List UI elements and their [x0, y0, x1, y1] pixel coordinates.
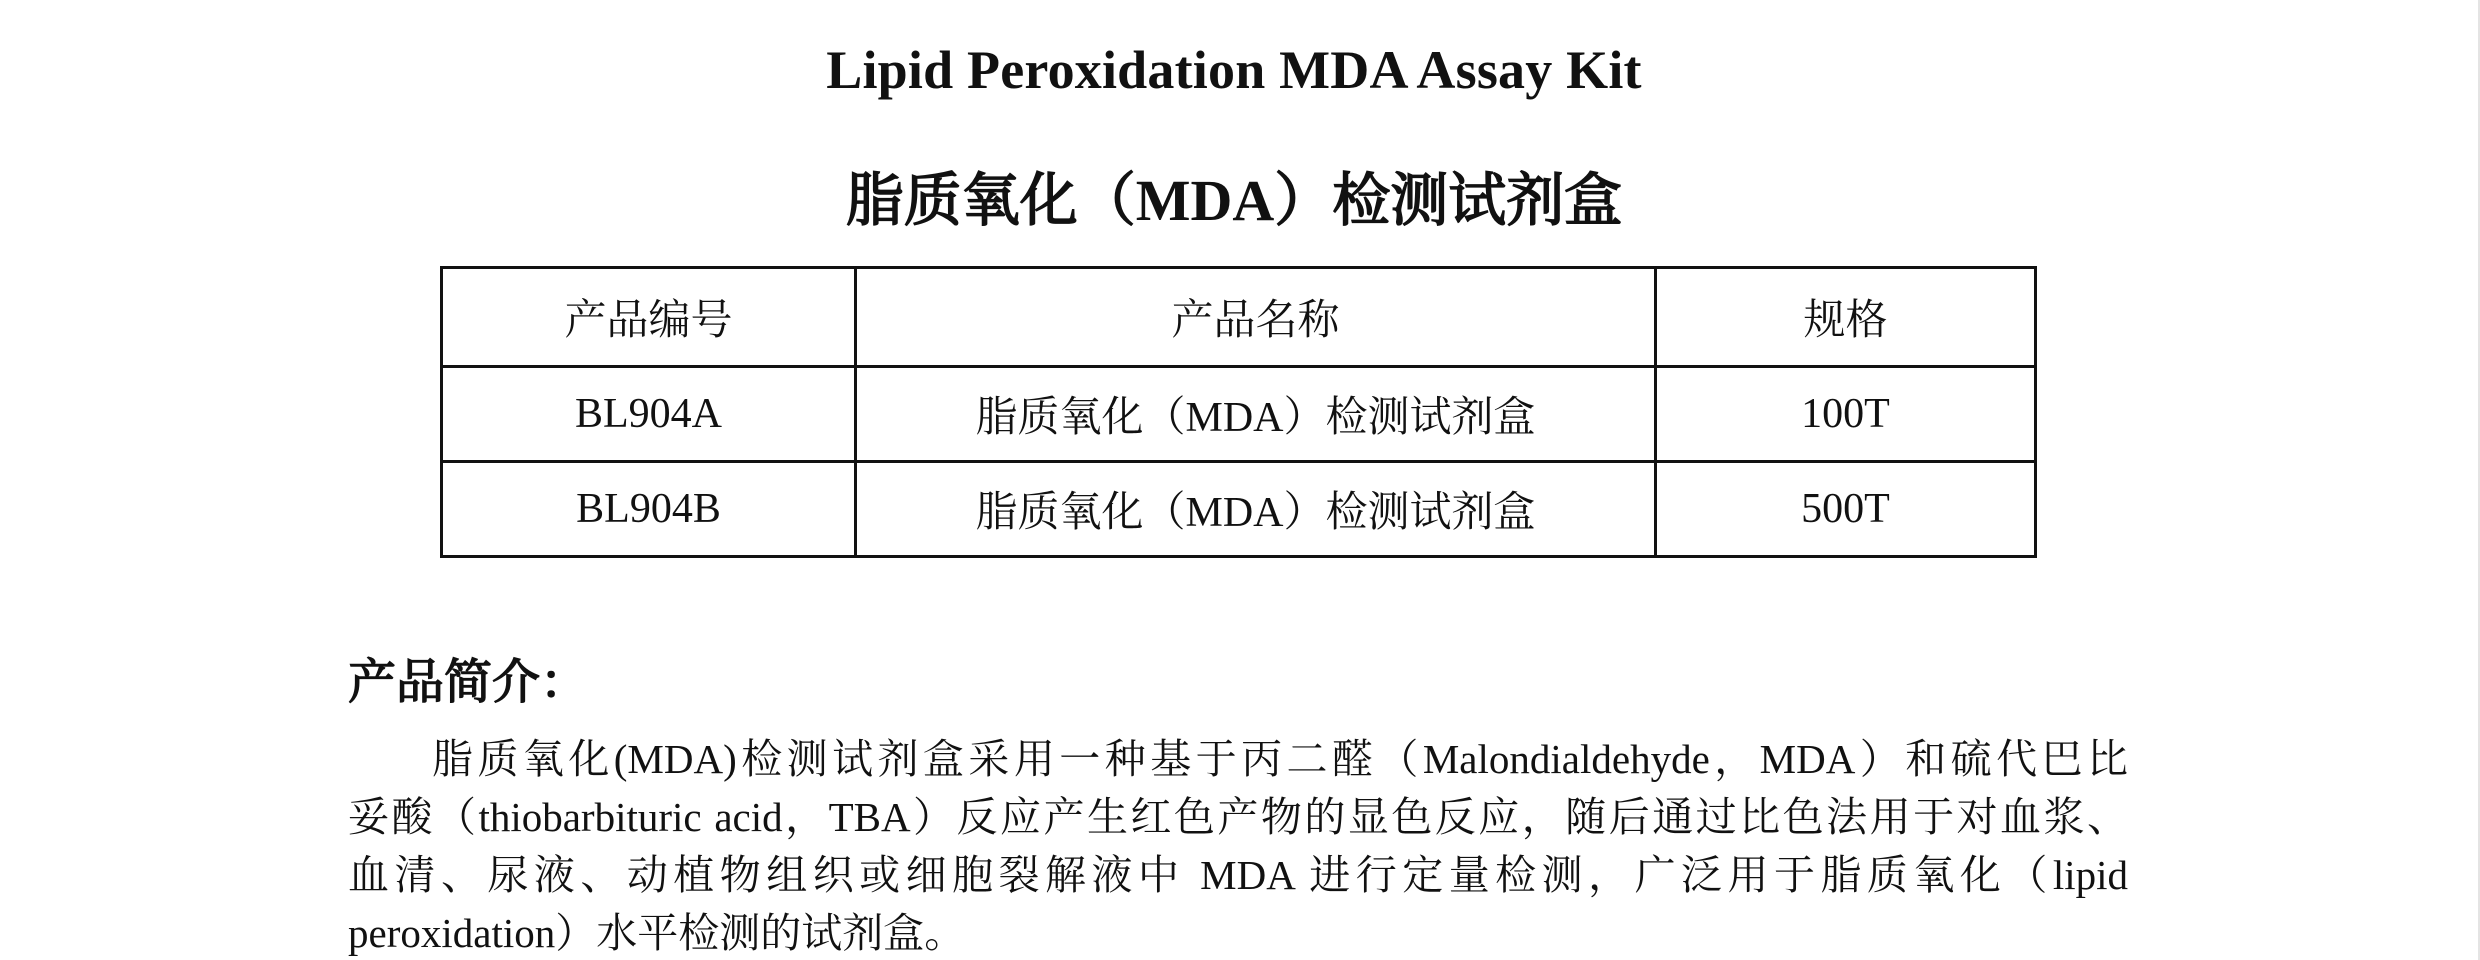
cell-product-name: 脂质氧化（MDA）检测试剂盒	[856, 367, 1656, 462]
product-intro-paragraph	[348, 730, 2128, 960]
paragraph-line: 血清、尿液、动植物组织或细胞裂解液中 MDA 进行定量检测，广泛用于脂质氧化（lipid	[348, 852, 2128, 898]
document-title-chinese: 脂质氧化（MDA）检测试剂盒	[845, 168, 1623, 233]
cell-specification: 100T	[1656, 367, 2036, 462]
paragraph-line: peroxidation）水平检测的试剂盒。	[348, 910, 966, 956]
cell-product-name: 脂质氧化（MDA）检测试剂盒	[856, 462, 1656, 557]
header-specification: 规格	[1656, 268, 2036, 367]
paragraph-line: 妥酸（thiobarbituric acid，TBA）反应产生红色产物的显色反应，随后通过比色法用于对血浆、	[348, 794, 2128, 840]
section-heading-product-intro: 产品简介：	[348, 656, 589, 709]
table-row	[442, 462, 2036, 557]
document-title-english: Lipid Peroxidation MDA Assay Kit	[826, 40, 1642, 100]
table-row	[442, 367, 2036, 462]
cell-product-code: BL904B	[442, 462, 856, 557]
product-table	[440, 266, 2037, 558]
paragraph-line: 脂质氧化(MDA)检测试剂盒采用一种基于丙二醛（Malondialdehyde，MDA）和硫代巴比	[432, 736, 2128, 782]
cell-specification: 500T	[1656, 462, 2036, 557]
header-product-code: 产品编号	[442, 268, 856, 367]
table-header-row	[442, 268, 2036, 367]
header-product-name: 产品名称	[856, 268, 1656, 367]
cell-product-code: BL904A	[442, 367, 856, 462]
